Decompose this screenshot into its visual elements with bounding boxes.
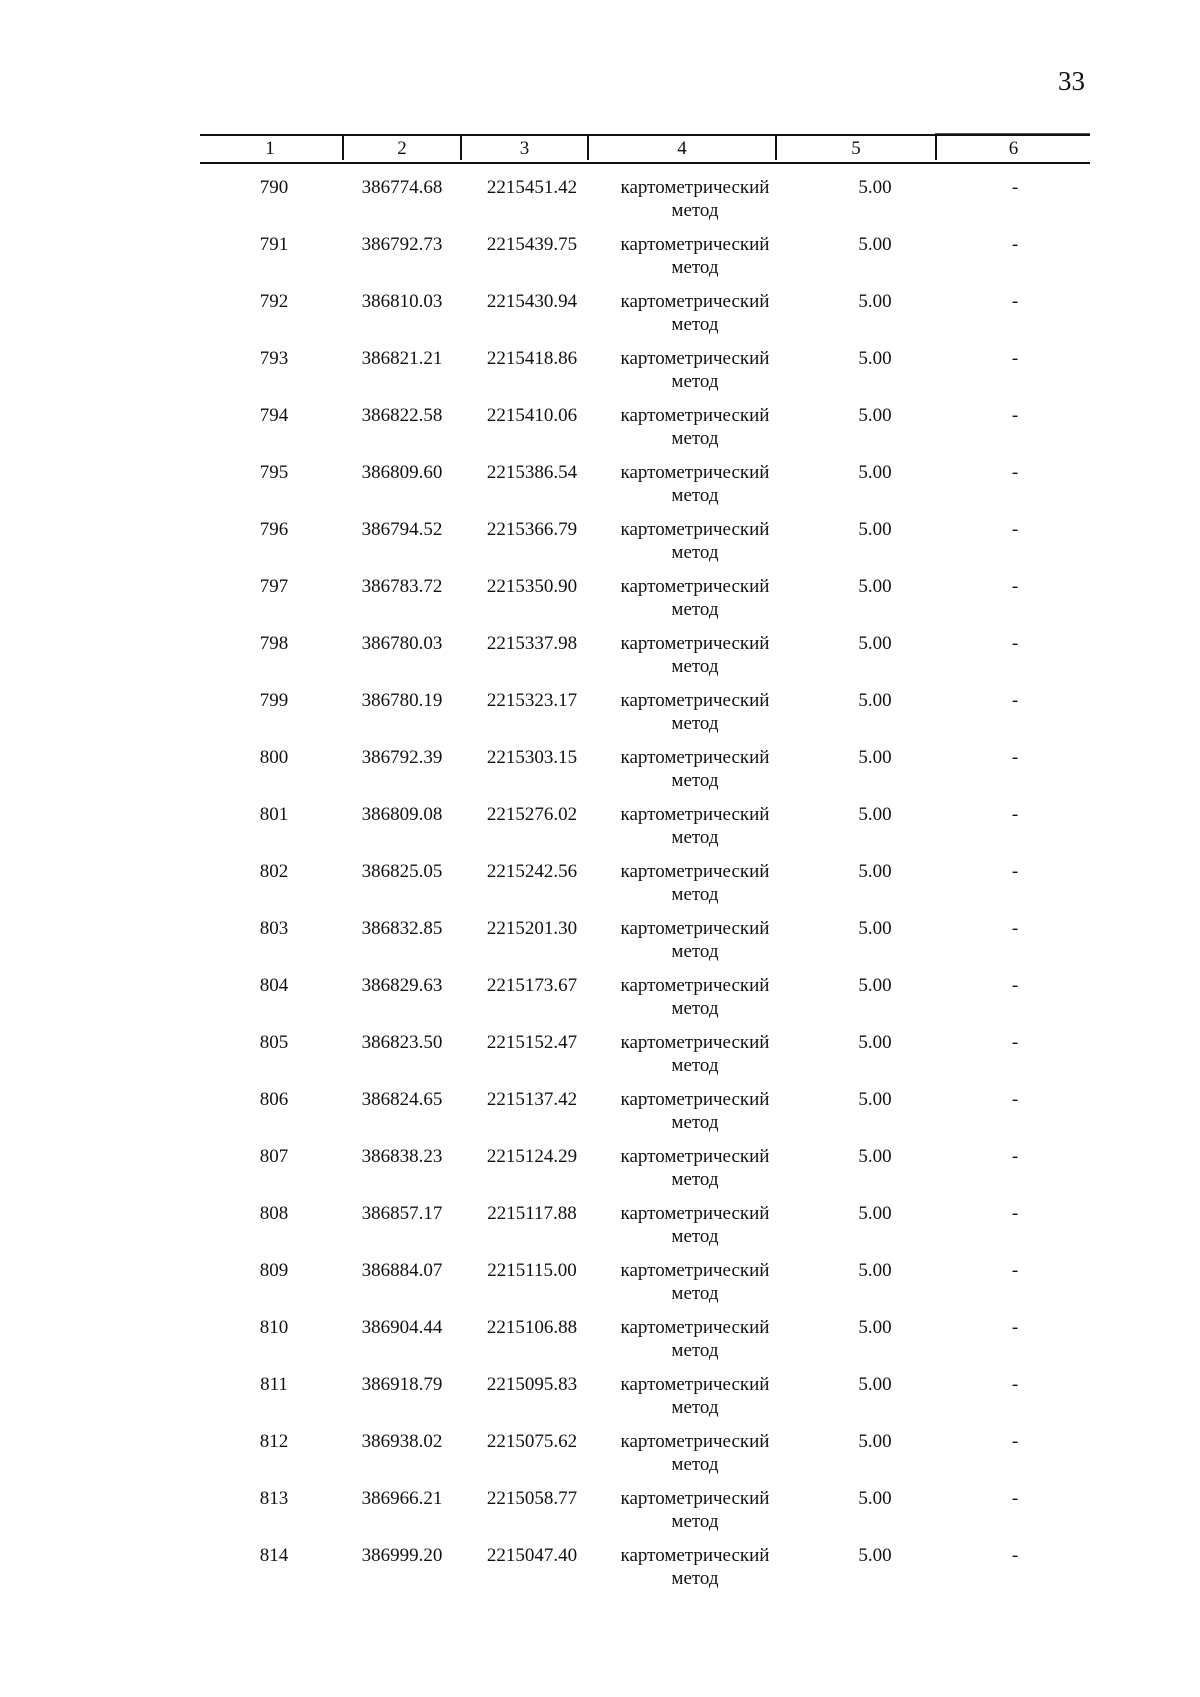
coordinate-y: 2215047.40 [486, 1545, 578, 1566]
table-row [200, 734, 1090, 791]
table-row [200, 278, 1090, 335]
method-line-1: картометрический [620, 462, 770, 483]
method-line-2: метод [671, 1112, 719, 1133]
method-line-2: метод [671, 1454, 719, 1475]
table-row [200, 1076, 1090, 1133]
method [595, 746, 795, 792]
coordinate-x: 386823.50 [361, 1032, 443, 1053]
accuracy: 5.00 [858, 1317, 892, 1338]
description: - [1011, 804, 1019, 825]
coordinate-x: 386824.65 [361, 1089, 443, 1110]
coordinate-y: 2215410.06 [486, 405, 578, 426]
method-line-1: картометрический [620, 1032, 770, 1053]
table-header [200, 134, 1090, 164]
table-row [200, 1304, 1090, 1361]
point-number: 811 [260, 1374, 288, 1395]
description: - [1011, 519, 1019, 540]
method-line-2: метод [671, 1511, 719, 1532]
table-row [200, 1133, 1090, 1190]
point-number: 807 [259, 1146, 289, 1167]
point-number: 791 [259, 234, 289, 255]
coordinate-x: 386809.60 [361, 462, 443, 483]
table-row [200, 449, 1090, 506]
accuracy: 5.00 [858, 633, 892, 654]
point-number: 802 [259, 861, 289, 882]
method-line-2: метод [671, 1340, 719, 1361]
method-line-2: метод [671, 1568, 719, 1589]
coordinate-y: 2215418.86 [486, 348, 578, 369]
coordinate-y: 2215115.00 [487, 1260, 577, 1281]
table-row [200, 1475, 1090, 1532]
accuracy: 5.00 [858, 1488, 892, 1509]
point-number: 805 [259, 1032, 289, 1053]
coordinate-x: 386780.03 [361, 633, 443, 654]
coordinate-y: 2215303.15 [486, 747, 578, 768]
accuracy: 5.00 [858, 291, 892, 312]
coordinate-x: 386918.79 [361, 1374, 443, 1395]
description: - [1011, 1089, 1019, 1110]
description: - [1011, 348, 1019, 369]
coordinate-x: 386822.58 [361, 405, 443, 426]
coordinate-x: 386938.02 [361, 1431, 443, 1452]
coordinate-x: 386884.07 [361, 1260, 443, 1281]
table-row [200, 506, 1090, 563]
table-row [200, 677, 1090, 734]
method [595, 917, 795, 963]
description: - [1011, 291, 1019, 312]
method-line-1: картометрический [620, 576, 770, 597]
accuracy: 5.00 [858, 1374, 892, 1395]
accuracy: 5.00 [858, 918, 892, 939]
coordinate-y: 2215350.90 [486, 576, 578, 597]
method [595, 233, 795, 279]
description: - [1011, 1488, 1019, 1509]
method-line-1: картометрический [620, 519, 770, 540]
coordinate-y: 2215106.88 [486, 1317, 578, 1338]
accuracy: 5.00 [858, 519, 892, 540]
page-number: 33 [1058, 66, 1085, 96]
header-top-rule [935, 133, 1090, 134]
method-line-1: картометрический [620, 747, 770, 768]
table-row [200, 1190, 1090, 1247]
header-col-6: 6 [1008, 138, 1019, 159]
method-line-1: картометрический [620, 1089, 770, 1110]
table-row [200, 791, 1090, 848]
accuracy: 5.00 [858, 348, 892, 369]
method-line-1: картометрический [620, 405, 770, 426]
method [595, 689, 795, 735]
method-line-1: картометрический [620, 633, 770, 654]
coordinate-y: 2215276.02 [486, 804, 578, 825]
accuracy: 5.00 [858, 1089, 892, 1110]
description: - [1011, 576, 1019, 597]
coordinate-y: 2215451.42 [486, 177, 578, 198]
header-col-4: 4 [677, 138, 687, 159]
method [595, 461, 795, 507]
method [595, 518, 795, 564]
method-line-1: картометрический [620, 1545, 770, 1566]
description: - [1011, 861, 1019, 882]
method-line-2: метод [671, 257, 719, 278]
description: - [1011, 1203, 1019, 1224]
coordinate-y: 2215173.67 [486, 975, 578, 996]
method-line-1: картометрический [620, 861, 770, 882]
method [595, 1145, 795, 1191]
coordinate-x: 386794.52 [361, 519, 443, 540]
point-number: 801 [259, 804, 289, 825]
accuracy: 5.00 [858, 1260, 892, 1281]
method-line-2: метод [671, 428, 719, 449]
method-line-1: картометрический [620, 1374, 770, 1395]
accuracy: 5.00 [858, 747, 892, 768]
point-number: 799 [259, 690, 289, 711]
method-line-1: картометрический [620, 918, 770, 939]
point-number: 800 [259, 747, 289, 768]
method [595, 1088, 795, 1134]
accuracy: 5.00 [858, 1146, 892, 1167]
method [595, 1544, 795, 1590]
description: - [1011, 1317, 1019, 1338]
method-line-2: метод [671, 1169, 719, 1190]
method-line-1: картометрический [620, 1317, 770, 1338]
method-line-2: метод [671, 371, 719, 392]
method [595, 1373, 795, 1419]
point-number: 812 [259, 1431, 289, 1452]
point-number: 804 [259, 975, 289, 996]
point-number: 798 [259, 633, 289, 654]
method [595, 176, 795, 222]
method [595, 1316, 795, 1362]
method-line-1: картометрический [620, 291, 770, 312]
coordinate-y: 2215337.98 [486, 633, 578, 654]
coordinate-x: 386857.17 [361, 1203, 443, 1224]
table-row [200, 905, 1090, 962]
method-line-2: метод [671, 827, 719, 848]
coordinate-y: 2215058.77 [486, 1488, 578, 1509]
table-row [200, 620, 1090, 677]
point-number: 795 [259, 462, 289, 483]
accuracy: 5.00 [858, 576, 892, 597]
accuracy: 5.00 [858, 462, 892, 483]
method-line-2: метод [671, 713, 719, 734]
method-line-2: метод [671, 1283, 719, 1304]
point-number: 796 [259, 519, 289, 540]
coordinate-y: 2215075.62 [486, 1431, 578, 1452]
coordinates-table [200, 134, 1090, 1589]
description: - [1011, 1260, 1019, 1281]
table-row [200, 1532, 1090, 1589]
coordinate-x: 386774.68 [361, 177, 443, 198]
method-line-1: картометрический [620, 690, 770, 711]
point-number: 790 [259, 177, 289, 198]
method-line-1: картометрический [620, 177, 770, 198]
table-row [200, 848, 1090, 905]
accuracy: 5.00 [858, 861, 892, 882]
accuracy: 5.00 [858, 1431, 892, 1452]
method [595, 575, 795, 621]
header-col-1: 1 [265, 138, 275, 159]
coordinate-x: 386783.72 [361, 576, 443, 597]
method-line-1: картометрический [620, 975, 770, 996]
accuracy: 5.00 [858, 177, 892, 198]
method-line-2: метод [671, 884, 719, 905]
method-line-2: метод [671, 200, 719, 221]
point-number: 810 [259, 1317, 289, 1338]
coordinate-x: 386792.73 [361, 234, 443, 255]
coordinate-x: 386810.03 [361, 291, 443, 312]
accuracy: 5.00 [858, 804, 892, 825]
table-row [200, 221, 1090, 278]
accuracy: 5.00 [858, 405, 892, 426]
method [595, 404, 795, 450]
accuracy: 5.00 [858, 1032, 892, 1053]
header-col-2: 2 [397, 138, 407, 159]
point-number: 794 [259, 405, 289, 426]
coordinate-y: 2215439.75 [486, 234, 578, 255]
method-line-2: метод [671, 656, 719, 677]
coordinate-y: 2215117.88 [487, 1203, 577, 1224]
method-line-2: метод [671, 1226, 719, 1247]
table-row [200, 1361, 1090, 1418]
table-row [200, 164, 1090, 221]
coordinate-x: 386821.21 [361, 348, 443, 369]
table-row [200, 1247, 1090, 1304]
method-line-1: картометрический [620, 1488, 770, 1509]
method [595, 347, 795, 393]
method [595, 1202, 795, 1248]
coordinate-x: 386780.19 [361, 690, 443, 711]
method-line-2: метод [671, 770, 719, 791]
table-row [200, 392, 1090, 449]
description: - [1011, 462, 1019, 483]
point-number: 793 [259, 348, 289, 369]
method-line-1: картометрический [620, 1260, 770, 1281]
description: - [1011, 690, 1019, 711]
description: - [1011, 918, 1019, 939]
header-col-3: 3 [519, 138, 530, 159]
coordinate-y: 2215386.54 [486, 462, 578, 483]
method-line-2: метод [671, 542, 719, 563]
header-col-5: 5 [851, 138, 861, 159]
coordinate-x: 386809.08 [361, 804, 443, 825]
description: - [1011, 1032, 1019, 1053]
coordinate-x: 386792.39 [361, 747, 443, 768]
point-number: 814 [259, 1545, 289, 1566]
coordinate-y: 2215430.94 [486, 291, 578, 312]
description: - [1011, 405, 1019, 426]
method [595, 860, 795, 906]
method-line-2: метод [671, 485, 719, 506]
method-line-1: картометрический [620, 804, 770, 825]
method [595, 803, 795, 849]
coordinate-y: 2215095.83 [486, 1374, 578, 1395]
point-number: 808 [259, 1203, 289, 1224]
description: - [1011, 1146, 1019, 1167]
coordinate-y: 2215152.47 [486, 1032, 578, 1053]
point-number: 792 [259, 291, 289, 312]
description: - [1011, 633, 1019, 654]
point-number: 809 [259, 1260, 289, 1281]
point-number: 806 [259, 1089, 289, 1110]
method-line-2: метод [671, 1055, 719, 1076]
coordinate-y: 2215323.17 [486, 690, 578, 711]
coordinate-y: 2215124.29 [486, 1146, 578, 1167]
method-line-1: картометрический [620, 348, 770, 369]
description: - [1011, 747, 1019, 768]
coordinate-x: 386829.63 [361, 975, 443, 996]
accuracy: 5.00 [858, 975, 892, 996]
method [595, 974, 795, 1020]
method-line-2: метод [671, 998, 719, 1019]
method-line-2: метод [671, 599, 719, 620]
point-number: 797 [259, 576, 289, 597]
method-line-2: метод [671, 941, 719, 962]
coordinate-x: 386904.44 [361, 1317, 443, 1338]
description: - [1011, 234, 1019, 255]
method [595, 632, 795, 678]
table-body [200, 164, 1090, 1589]
table-row [200, 563, 1090, 620]
method-line-1: картометрический [620, 1146, 770, 1167]
table-row [200, 335, 1090, 392]
point-number: 803 [259, 918, 289, 939]
method [595, 1259, 795, 1305]
coordinate-y: 2215366.79 [486, 519, 578, 540]
description: - [1011, 1431, 1019, 1452]
coordinate-x: 386838.23 [361, 1146, 443, 1167]
accuracy: 5.00 [858, 234, 892, 255]
method-line-2: метод [671, 314, 719, 335]
coordinate-y: 2215242.56 [486, 861, 578, 882]
method [595, 1031, 795, 1077]
method-line-2: метод [671, 1397, 719, 1418]
description: - [1011, 1545, 1019, 1566]
coordinate-x: 386966.21 [361, 1488, 443, 1509]
method [595, 290, 795, 336]
table-row [200, 962, 1090, 1019]
description: - [1011, 177, 1019, 198]
table-row [200, 1418, 1090, 1475]
accuracy: 5.00 [858, 690, 892, 711]
method [595, 1430, 795, 1476]
point-number: 813 [259, 1488, 289, 1509]
description: - [1011, 1374, 1019, 1395]
method-line-1: картометрический [620, 1431, 770, 1452]
method-line-1: картометрический [620, 1203, 770, 1224]
coordinate-y: 2215201.30 [486, 918, 578, 939]
coordinate-y: 2215137.42 [486, 1089, 578, 1110]
coordinate-x: 386999.20 [361, 1545, 443, 1566]
coordinate-x: 386832.85 [361, 918, 443, 939]
method [595, 1487, 795, 1533]
table-row [200, 1019, 1090, 1076]
accuracy: 5.00 [858, 1545, 892, 1566]
description: - [1011, 975, 1019, 996]
method-line-1: картометрический [620, 234, 770, 255]
accuracy: 5.00 [858, 1203, 892, 1224]
coordinate-x: 386825.05 [361, 861, 443, 882]
